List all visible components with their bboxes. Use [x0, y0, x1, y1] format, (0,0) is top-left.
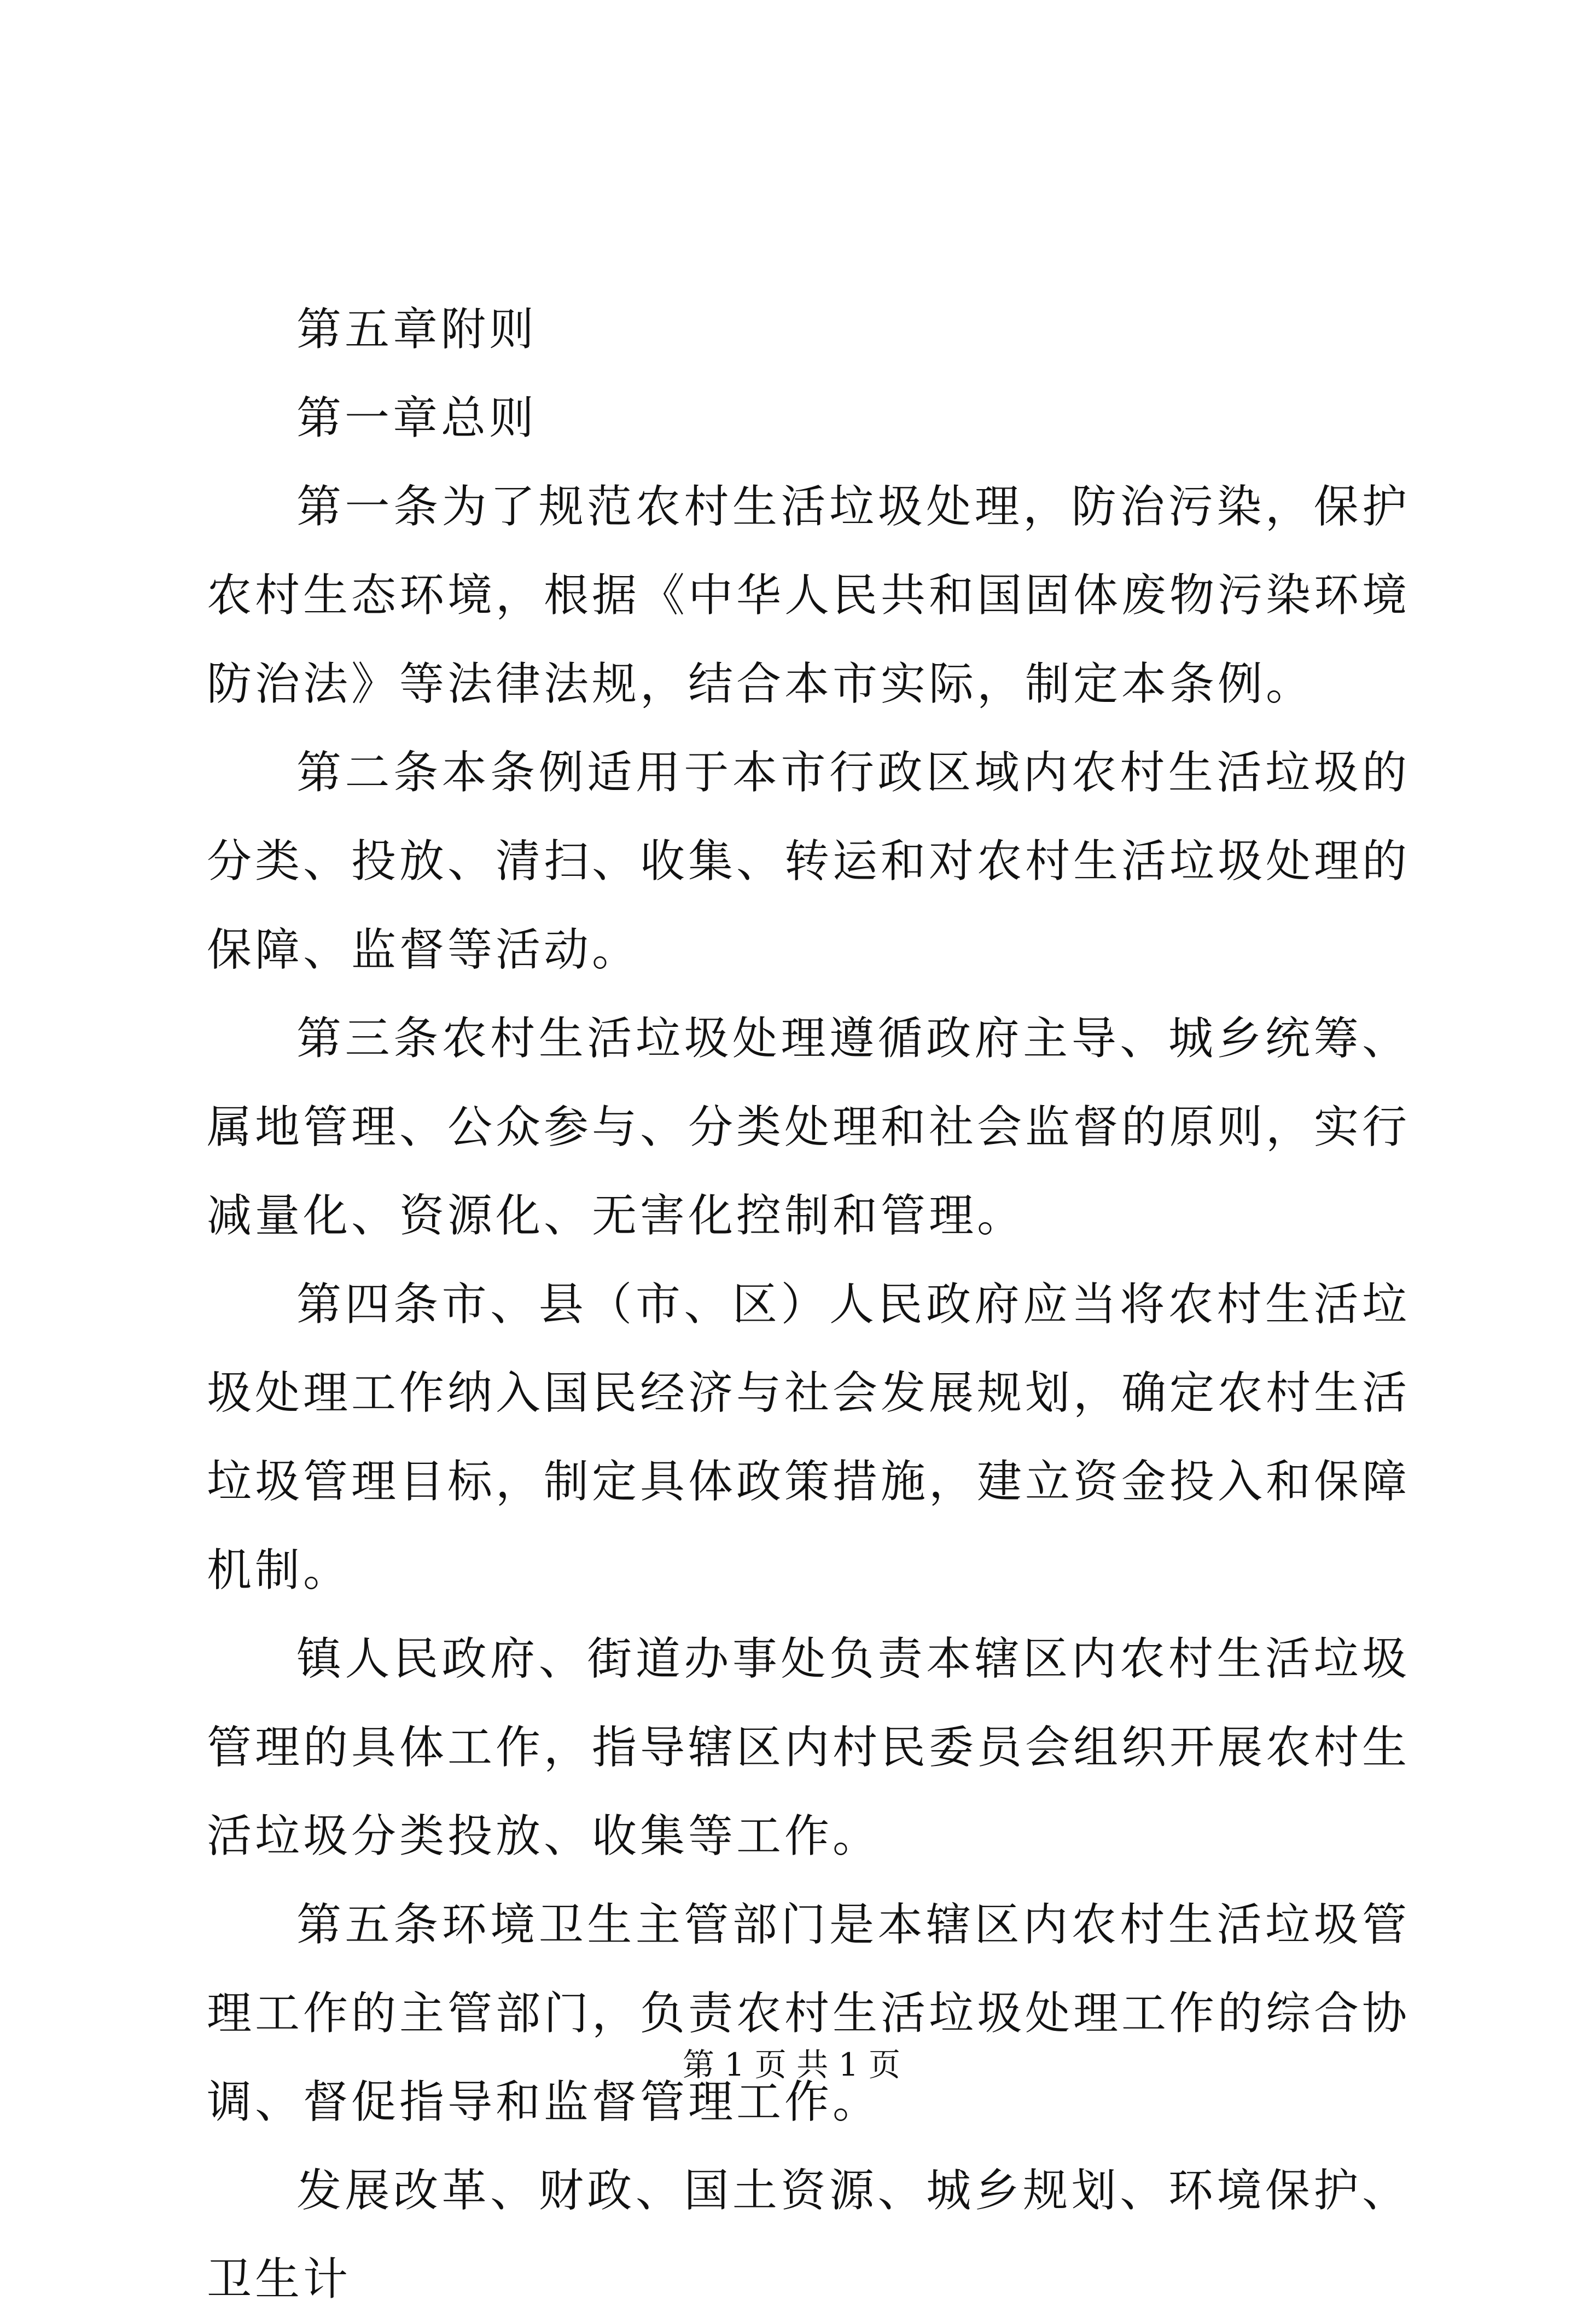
- article-5-paragraph: 第五条环境卫生主管部门是本辖区内农村生活垃圾管理工作的主管部门，负责农村生活垃圾处理工作的综合协调、督促指导和监督管理工作。: [207, 1899, 1411, 2128]
- chapter-heading-5: 第五章附则: [296, 304, 538, 356]
- article-4-subparagraph: 镇人民政府、街道办事处负责本辖区内农村生活垃圾管理的具体工作，指导辖区内村民委员会组织开展农村生活垃圾分类投放、收集等工作。: [207, 1633, 1411, 1862]
- page-number-footer: 第 1 页 共 1 页: [683, 2046, 900, 2083]
- article-5-subparagraph: 发展改革、财政、国土资源、城乡规划、环境保护、卫生计: [207, 2165, 1410, 2305]
- article-3-paragraph: 第三条农村生活垃圾处理遵循政府主导、城乡统筹、属地管理、公众参与、分类处理和社会监督的原则，实行减量化、资源化、无害化控制和管理。: [207, 1013, 1411, 1242]
- document-body: [207, 286, 1410, 2324]
- article-2-paragraph: 第二条本条例适用于本市行政区域内农村生活垃圾的分类、投放、清扫、收集、转运和对农村生活垃圾处理的保障、监督等活动。: [207, 747, 1411, 976]
- article-4-paragraph: 第四条市、县（市、区）人民政府应当将农村生活垃圾处理工作纳入国民经济与社会发展规划，确定农村生活垃圾管理目标，制定具体政策措施，建立资金投入和保障机制。: [207, 1279, 1411, 1596]
- article-1-paragraph: 第一条为了规范农村生活垃圾处理，防治污染，保护农村生态环境，根据《中华人民共和国固体废物污染环境防治法》等法律法规，结合本市实际，制定本条例。: [207, 481, 1411, 710]
- chapter-heading-1: 第一章总则: [296, 392, 538, 444]
